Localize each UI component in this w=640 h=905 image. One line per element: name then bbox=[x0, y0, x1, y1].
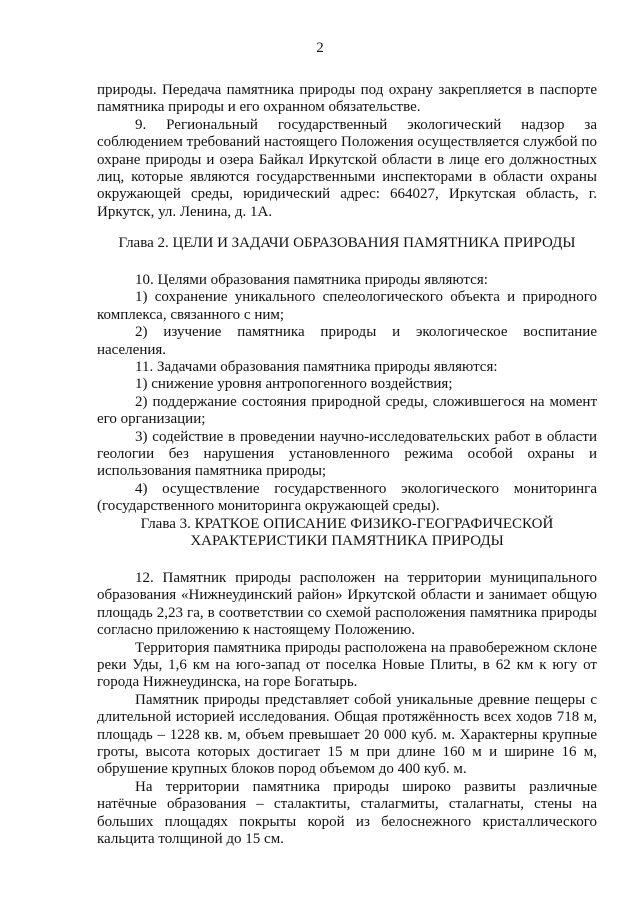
paragraph: Территория памятника природы расположена на правобережном склоне реки Уды, 1,6 км на юго-запад от поселка Новые Плиты, в 62 км к югу от города Нижнеудинска, на горе Богатырь. bbox=[97, 639, 597, 691]
list-item: 11. Задачами образования памятника природы являются: bbox=[135, 359, 498, 376]
paragraph: На территории памятника природы широко развиты различные натёчные образования – сталактиты, сталагмиты, сталагнаты, стены на больших площадях покрыты корой из белоснежного кристаллического кальцита толщиной до 15 см. bbox=[97, 778, 597, 848]
list-item: 2) изучение памятника природы и экологическое воспитание населения. bbox=[97, 324, 597, 358]
list-item: 10. Целями образования памятника природы являются: bbox=[135, 272, 488, 288]
chapter-2-heading: Глава 2. ЦЕЛИ И ЗАДАЧИ ОБРАЗОВАНИЯ ПАМЯТНИКА ПРИРОДЫ bbox=[118, 235, 576, 251]
list-item: 3) содействие в проведении научно-исследовательских работ в области геологии без нарушения установленного режима особой охраны и использования памятника природы; bbox=[97, 428, 597, 480]
list-item: 1) снижение уровня антропогенного воздействия; bbox=[135, 376, 453, 393]
list-item: 4) осуществление государственного экологического мониторинга (государственного мониторинга окружающей среды). bbox=[97, 480, 597, 515]
list-item: 2) поддержание состояния природной среды, сложившегося на момент его организации; bbox=[97, 393, 597, 428]
list-item: 1) сохранение уникального спелеологического объекта и природного комплекса, связанного с ним; bbox=[97, 289, 597, 323]
chapter-3-heading-line-1: Глава 3. КРАТКОЕ ОПИСАНИЕ ФИЗИКО-ГЕОГРАФИЧЕСКОЙ bbox=[140, 516, 554, 532]
section-1 bbox=[97, 82, 597, 221]
chapter-3-heading-line-2: ХАРАКТЕРИСТИКИ ПАМЯТНИКА ПРИРОДЫ bbox=[190, 533, 504, 549]
paragraph: Памятник природы представляет собой уникальные древние пещеры с длительной историей исследования. Общая протяжённость всех ходов 718 м, площадь – 1228 кв. м, объем превышает 20 000 куб. м. Характерны крупные гроты, высота которых достигает 15 м при длине 160 м и ширине 16 м, обрушение крупных блоков пород объемом до 400 куб. м. bbox=[97, 691, 597, 778]
paragraph: 12. Памятник природы расположен на территории муниципального образования «Нижнеудинский район» Иркутской области и занимает общую площадь 2,23 га, в соответствии со схемой расположения памятника природы согласно приложению к настоящему Положению. bbox=[97, 570, 597, 639]
chapter-3-body bbox=[97, 570, 597, 849]
paragraph-9: 9. Региональный государственный экологический надзор за соблюдением требований настоящего Положения осуществляется службой по охране природы и озера Байкал Иркутской области в лице его должностных лиц, которые являются государственными инспекторами в области охраны окружающей среды, юридический адрес: 664027, Иркутская область, г. Иркутск, ул. Ленина, д. 1А. bbox=[97, 116, 597, 220]
paragraph-continuation: природы. Передача памятника природы под охрану закрепляется в паспорте памятника природы и его охранном обязательстве. bbox=[97, 82, 597, 116]
chapter-2-body bbox=[97, 272, 597, 516]
page-number: 2 bbox=[316, 40, 324, 56]
